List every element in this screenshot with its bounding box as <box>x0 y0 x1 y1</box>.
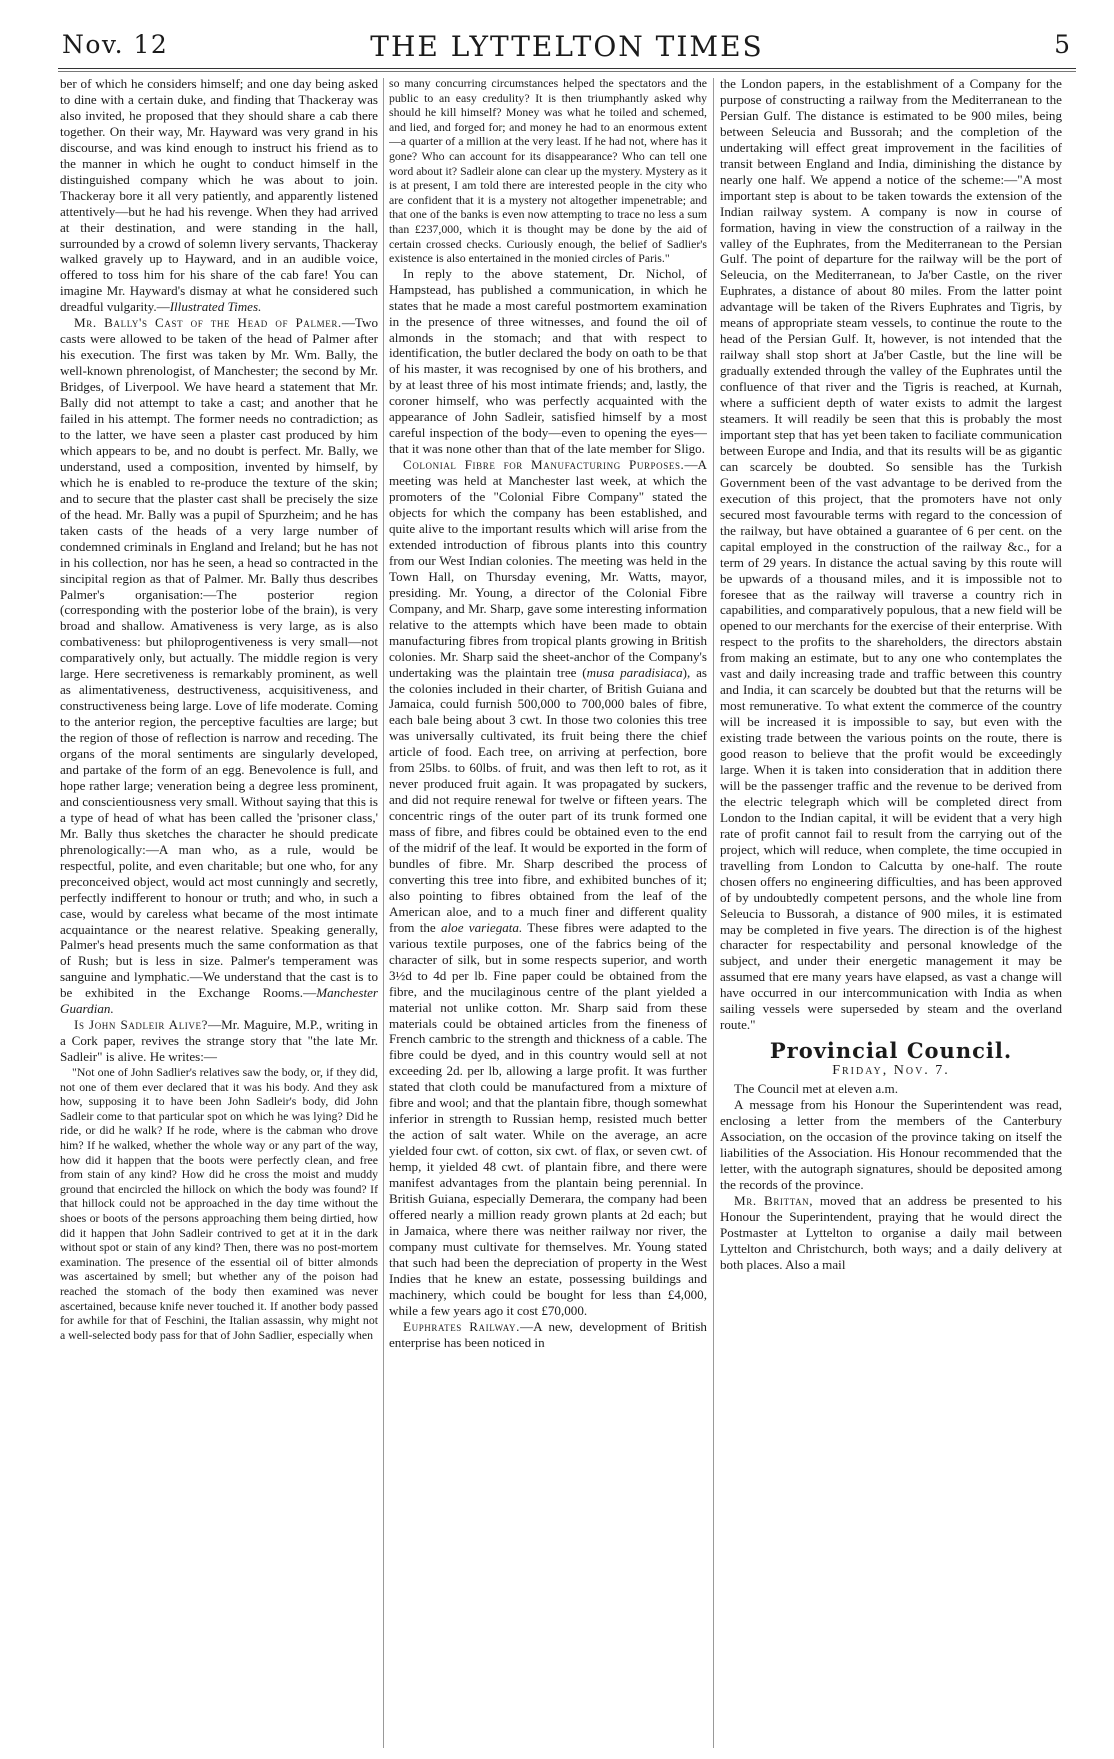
section-dateline: Friday, Nov. 7. <box>832 1063 950 1079</box>
article-heading: Is John Sadleir Alive? <box>74 1017 209 1033</box>
sadleir-quote-continued: so many concurring circumstances helped the spectators and the public to an easy credulity? It is then triumphantly asked why should he kill himself? Money was what he toiled and schemed, and lied, and forged for; and money he had to an enormous extent—a quarter of a million at the very least. If he had not, where has it gone? Who can account for its disappearance? Who can tell one word about it? Sadleir alone can clear up the mystery. Mystery as it is at present, I am told there are interested people in the city who are confident that it is a mystery not altogether impenetrable; and that one of the banks is even now attempting to trace no less a sum than £237,000, which it is thought may be done by the aid of certain crossed checks. Curiously enough, the belief of Sadlier's existence is also entertained in the monied circles of Paris." <box>389 76 707 266</box>
speaker-name: Mr. Brittan, <box>734 1192 814 1208</box>
article-source: Illustrated Times. <box>169 299 262 315</box>
article-colonial-fibre: Colonial Fibre for Manufacturing Purposes.—A meeting was held at Manchester last week, at which the promoters of the "Colonial Fibre Company" stated the objects for which the company has been established, and quite alive to the important results which will arise from the extended introduction of fibrous plants into this country from our West Indian colonies. The meeting was held in the Town Hall, on Thursday evening, Mr. Watts, mayor, presiding. Mr. Young, a director of the Colonial Fibre Company, and Mr. Sharp, gave some interesting information relative to the attempts which have been made to obtain manufacturing fibres from tropical plants growing in British colonies. Mr. Sharp said the sheet-anchor of the Company's undertaking was the plaintain tree (musa paradisiaca), as the colonies included in their charter, of British Guiana and Jamaica, could furnish 500,000 to 700,000 bales of fibre, each bale being about 3 cwt. In those two colonies this tree was universally cultivated, its fruit being there the chief article of food. Each tree, on arriving at perfection, bore from 25lbs. to 60lbs. of fruit, and was then left to rot, as it never produced fruit again. It was propagated by suckers, and did not require renewal for twelve or fifteen years. The concentric rings of the outer part of its trunk formed one mass of fibre, and fibres could be obtained even to the end of the midrif of the leaf. It would be exported in the form of bundles of fibre. Mr. Sharp described the process of converting this tree into fibre, and exhibited bunches of it; also pointing to fibres obtained from the leaf of the American aloe, and to a much finer and different quality from the aloe variegata. These fibres were adapted to the various textile purposes, one of the fabrics being of the character of silk, but in some respects superior, and worth 3½d to 4d per lb. Fine paper could be obtained from the fibre, and the mucilaginous centre of the plant yielded a material not unlike cotton. Mr. Sharp said from these materials could be obtained articles from the fineness of French cambric to the strength and thickness of a cable. The fibre could be dyed, and in this country would sell at not exceeding 2d. per lb, allowing a large profit. It was further stated that cloth could be manufactured from a mixture of fibre and wool; and that the plantain fibre, though somewhat inferior in strength to Russian hemp, resisted much better the action of salt water. While on the average, an acre yielded four cwt. of cotton, six cwt. of flax, or seven cwt. of hemp, it yielded 48 cwt. of plantain fibre, and there were manifest advantages from the plantain being perennial. In British Guiana, especially Demerara, the company had been offered nearly a million ready grown plants at 2d each; but in Jamaica, where there was neither railway nor river, the company must cultivate for themselves. Mr. Young stated that such had been the depreciation of property in the West Indies that he knew an estate, possessing buildings and machinery, which could be bought for less than £4,000, while a few years ago it cost £70,000. <box>389 457 707 1318</box>
masthead-rule <box>58 68 1076 69</box>
article-thackeray-paragraph: ber of which he considers himself; and one day being asked to dine with a certain duke, and finding that Thackeray was also invited, he proposed that they should share a cab there together. On their way, Mr. Hayward was very grand in his discourse, and was kind enough to instruct his friend as to the manner in which he ought to conduct himself in the distinguished company which he was about to join. Thackeray bore it all very patiently, and apparently listened attentively—but he had his revenge. When they had arrived at their destination, and were standing in the hall, surrounded by a crowd of solemn livery servants, Thackeray walked gravely up to Hayward, and in an audible voice, offered to toss him for his share of the cab fare! You can imagine Mr. Hayward's dismay at what he considered such dreadful vulgarity.—Illustrated Times. <box>60 76 378 315</box>
page-number: 5 <box>1054 30 1070 59</box>
article-heading: Euphrates Railway. <box>403 1318 520 1334</box>
issue-date: Nov. 12 <box>62 30 169 59</box>
column-divider <box>383 78 384 1748</box>
newspaper-title: THE LYTTELTON TIMES <box>370 30 764 63</box>
article-euphrates-continued: the London papers, in the establishment of a Company for the purpose of constructing a railway from the Mediterranean to the Persian Gulf. The distance is estimated to be 900 miles, being between Seleucia and Bussorah; and the completion of the undertaking will effect great improvement in the facilities of transit between England and India, diminishing the distance by nearly one half. We append a notice of the scheme:—"A most important step is about to be taken towards the extension of the Indian railway system. A company is now in course of formation, having in view the construction of a railway in the valley of the Euphrates, from the Mediterranean to the Persian Gulf. The point of departure for the railway will be the port of Seleucia, on the Mediterranean, to Ja'ber Castle, on the river Euphrates, a distance of about 80 miles. From the latter point advantage will be taken of the Rivers Euphrates and Tigris, by means of appropriate steam vessels, to continue the route to the head of the Persian Gulf. It, however, is not intended that the railway shall stop short at Ja'ber Castle, but the line will be gradually extended through the valley of the Euphrates until the confluence of that river and the Tigris is reached, at Kurnah, where a sufficient depth of water exists to admit the largest steamers. It will readily be seen that this is probably the most important step that has yet been taken to faciliate communication between Europe and India, and that its results will be as gigantic can scarcely be doubted. So sensible has the Turkish Government been of the vast advantage to be derived from the execution of this project, that the promoters have not only secured most favourable terms with regard to the concession of the railway, but have obtained a guarantee of 6 per cent. on the capital employed in the construction of the railway &c., for a term of 29 years. In distance the actual saving by this route will be upwards of a thousand miles, and it is impossible not to foresee that as the railway will traverse a country rich in capabilities, and comparatively populous, that a new field will be opened to our merchants for the exercise of their enterprise. With respect to the profits to the shareholders, the directors abstain from making an estimate, but to any one who contemplates the vast and daily increasing trade and traffic between this country and India, it can scarcely be doubted but that the returns will be most remunerative. To what extent the commerce of the country will be increased it is impossible to say, but even with the existing trade between the various points on the route, there is good reason to believe that the profit would be exceedingly large. When it is taken into consideration that in addition there will be the passenger traffic and the revenue to be derived from the electric telegraph which will be completed direct from London to the Indian capital, it will be evident that a very high rate of profit cannot fail to result from the carrying out of the project, which will reduce, when complete, the time occupied in travelling from London to Calcutta by one-half. The route chosen offers no engineering difficulties, and has been approved of by undoubtedly competent persons, and the whole line from Seleucia to Bussorah, a distance of 900 miles, it is estimated may be completed in five years. The direction is of the highest character for respectability and personal knowledge of the subject, and under their energetic management it may be assumed that ere many years have elapsed, as vast a change will have occurred in our intercommunication with India as when sailing vessels were superseded by steam and the overland route." <box>720 76 1062 1033</box>
masthead-rule-thin <box>58 71 1076 72</box>
article-heading: Colonial Fibre for Manufacturing Purposes. <box>403 457 685 473</box>
column-1 <box>60 76 378 1748</box>
article-sadleir: Is John Sadleir Alive?—Mr. Maguire, M.P., writing in a Cork paper, revives the strange story that "the late Mr. Sadleir" is alive. He writes:— <box>60 1017 378 1065</box>
article-heading: Mr. Bally's Cast of the Head of Palmer. <box>74 315 342 331</box>
council-paragraph: A message from his Honour the Superintendent was read, enclosing a letter from the members of the Canterbury Association, on the occasion of the province taking on itself the liabilities of the Association. His Honour recommended that the letter, with the autograph signatures, should be deposited among the records of the province. <box>720 1097 1062 1192</box>
article-source: Manchester Guardian. <box>60 985 378 1017</box>
article-euphrates-railway: Euphrates Railway.—A new, development of British enterprise has been noticed in <box>389 1318 707 1350</box>
council-paragraph: The Council met at eleven a.m. <box>734 1081 898 1097</box>
column-3 <box>720 76 1062 1748</box>
column-divider <box>713 78 714 1748</box>
article-nichol-reply: In reply to the above statement, Dr. Nichol, of Hampstead, has published a communication, in which he states that he made a most careful postmortem examination in the presence of three witnesses, and found the oil of almonds in the stomach; and that with respect to identification, the butler declared the body on oath to be that of his master, it was recognised by one of his brothers, and by at least three of his most intimate friends; and, lastly, the coroner himself, who was perfectly acquainted with the appearance of John Sadleir, satisfied himself by a most careful inspection of the body—even to opening the eyes—that it was none other than that of the late member for Sligo. <box>389 265 707 457</box>
sadleir-quote: "Not one of John Sadlier's relatives saw the body, or, if they did, not one of them ever declared that it was his body. And they ask how, supposing it to have been John Sadleir's body, did John Sadleir come to that particular spot on which he was lying? Did he ride, or did he walk? If he rode, where is the cabman who drove him? If he walked, whether the whole way or any part of the way, how did it happen that the boots were perfectly clean, and free from stain of any kind? How did he cross the moist and muddy ground that encircled the hillock on which the body was found? If that hillock could not be approached in the day time without the shoes or boots of the persons approaching them being dirtied, how did it happen that John Sadleir contrived to get at it in the dark without spot or stain of any kind? Then, there was no post-mortem examination. The presence of the essential oil of bitter almonds was ascertained by smell; but whether any of the poison had reached the stomach of the body then examined was never ascertained, because knife never touched it. If another body passed for awhile for that of Feschini, the Italian assassin, why might not a well-selected body pass for that of John Sadlier, especially when <box>60 1065 378 1342</box>
council-paragraph: Mr. Brittan, moved that an address be presented to his Honour the Superintendent, praying that he would direct the Postmaster at Lyttelton to organise a daily mail between Lyttelton and Christchurch, both ways; and a daily delivery at both places. Also a mail <box>720 1192 1062 1272</box>
section-title-provincial-council: Provincial Council. <box>769 1038 1013 1064</box>
masthead <box>58 26 1076 62</box>
column-2 <box>389 76 707 1748</box>
article-palmer-cast: Mr. Bally's Cast of the Head of Palmer.—Two casts were allowed to be taken of the head of Palmer after his execution. The first was taken by Mr. Wm. Bally, the well-known phrenologist, of Manchester; the second by Mr. Bridges, of Liverpool. We have heard a statement that Mr. Bally did not attempt to take a cast; and another that he failed in his attempt. The former needs no contradiction; as to the latter, we have seen a plaster cast produced by him which appears to be, and no doubt is perfect. Mr. Bally, we understand, used a composition, invented by himself, by which he is enabled to re-produce the texture of the skin; and to secure that the plaster cast shall be precisely the size of the head. Mr. Bally was a pupil of Spurzheim; and he has taken casts of the heads of a very large number of condemned criminals in England and Ireland; but he has not in his collection, nor has he seen, a head so contracted in the sincipital region as that of Palmer. Mr. Bally thus describes Palmer's organisation:—The posterior region (corresponding with the posterior lobe of the brain), is very broad and shallow. Amativeness is very large, as is also combativeness: but philoprogentiveness is very small—not comparatively only, but actually. The middle region is very large. Here secretiveness is remarkably prominent, as well as alimentativeness, destructiveness, acquisitiveness, and constructiveness being large. Love of life moderate. Coming to the anterior region, the perceptive faculties are large; but the region of those of reflection is narrow and receding. The organs of the moral sentiments are singularly developed, and partake of the form of an egg. Benevolence is full, and hope rather large; veneration being a degree less prominent, and conscientiousness very small. Without saying that this is a type of head of what has been called the 'prisoner class,' Mr. Bally thus sketches the character he should predicate phrenologically:—A man who, as a rule, would be respectful, polite, and even charitable; but one who, for any preconceived object, would act most cunningly and secretly, perfectly indifferent to honour or truth; and who, in such a case, would by careless what became of the most intimate acquaintance or the nearest relative. Speaking generally, Palmer's head presents much the same conformation as that of Rush; but is less in size. Palmer's temperament was sanguine and lymphatic.—We understand that the cast is to be exhibited in the Exchange Rooms.—Manchester Guardian. <box>60 315 378 1017</box>
